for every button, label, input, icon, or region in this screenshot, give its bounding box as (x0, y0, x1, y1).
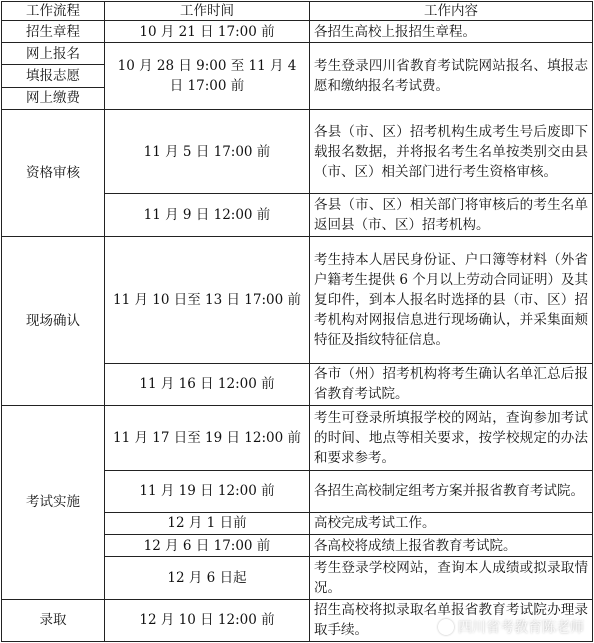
watermark-text: 四川省考教育陈老师 (458, 620, 584, 636)
table-row (2, 21, 593, 43)
table-row (2, 43, 593, 65)
step-cell: 招生章程 (2, 21, 105, 43)
header-step: 工作流程 (2, 2, 105, 21)
step-cell: 录取 (2, 599, 105, 641)
time-cell: 11 月 10 日至 13 日 17:00 前 (105, 236, 310, 363)
step-cell: 网上报名 (2, 43, 105, 65)
time-cell: 11 月 17 日至 19 日 12:00 前 (105, 406, 310, 471)
content-cell: 考生持本人居民身份证、户口簿等材料（外省户籍考生提供 6 个月以上劳动合同证明）及其复印件，到本人报名时选择的县（市、区）招考机构对网报信息进行现场确认，并采集面颊特征及指纹特征信息。 (310, 236, 593, 363)
watermark-logo-icon (438, 619, 454, 635)
watermark (438, 617, 584, 637)
time-cell: 12 月 1 日前 (105, 512, 310, 534)
time-cell: 12 月 6 日起 (105, 557, 310, 599)
table-row (2, 406, 593, 471)
time-cell: 12 月 6 日 17:00 前 (105, 535, 310, 557)
time-cell: 11 月 16 日 12:00 前 (105, 363, 310, 405)
step-cell: 考试实施 (2, 406, 105, 600)
time-cell: 11 月 19 日 12:00 前 (105, 470, 310, 512)
schedule-table (1, 1, 593, 642)
time-cell: 10 月 21 日 17:00 前 (105, 21, 310, 43)
time-cell: 11 月 5 日 17:00 前 (105, 109, 310, 194)
content-cell: 各县（市、区）招考机构生成考生号后废即下载报名数据，并将报名考生名单按类别交由县（市、区）相关部门进行考生资格审核。 (310, 109, 593, 194)
content-cell: 各招生高校上报招生章程。 (310, 21, 593, 43)
content-cell: 考生登录学校网站，查询本人成绩或拟录取情况。 (310, 557, 593, 599)
header-row (2, 2, 593, 21)
step-cell: 填报志愿 (2, 65, 105, 87)
content-cell: 考生可登录所填报学校的网站，查询参加考试的时间、地点等相关要求，按学校规定的办法和要求参考。 (310, 406, 593, 471)
content-cell: 各招生高校制定组考方案并报省教育考试院。 (310, 470, 593, 512)
header-time: 工作时间 (105, 2, 310, 21)
table-row (2, 109, 593, 194)
header-content: 工作内容 (310, 2, 593, 21)
time-cell: 12 月 10 日 12:00 前 (105, 599, 310, 641)
step-cell: 网上缴费 (2, 87, 105, 109)
content-cell: 高校完成考试工作。 (310, 512, 593, 534)
table-row (2, 236, 593, 363)
time-cell: 10 月 28 日 9:00 至 11 月 4 日 17:00 前 (105, 43, 310, 110)
content-cell: 招生高校将拟录取名单报省教育考试院办理录取手续。 (310, 599, 593, 641)
content-cell: 各县（市、区）相关部门将审核后的考生名单返回县（市、区）招考机构。 (310, 194, 593, 236)
content-cell: 各高校将成绩上报省教育考试院。 (310, 535, 593, 557)
step-cell: 资格审核 (2, 109, 105, 236)
step-cell: 现场确认 (2, 236, 105, 405)
time-cell: 11 月 9 日 12:00 前 (105, 194, 310, 236)
content-cell: 各市（州）招考机构将考生确认名单汇总后报省教育考试院。 (310, 363, 593, 405)
content-cell: 考生登录四川省教育考试院网站报名、填报志愿和缴纳报名考试费。 (310, 43, 593, 110)
